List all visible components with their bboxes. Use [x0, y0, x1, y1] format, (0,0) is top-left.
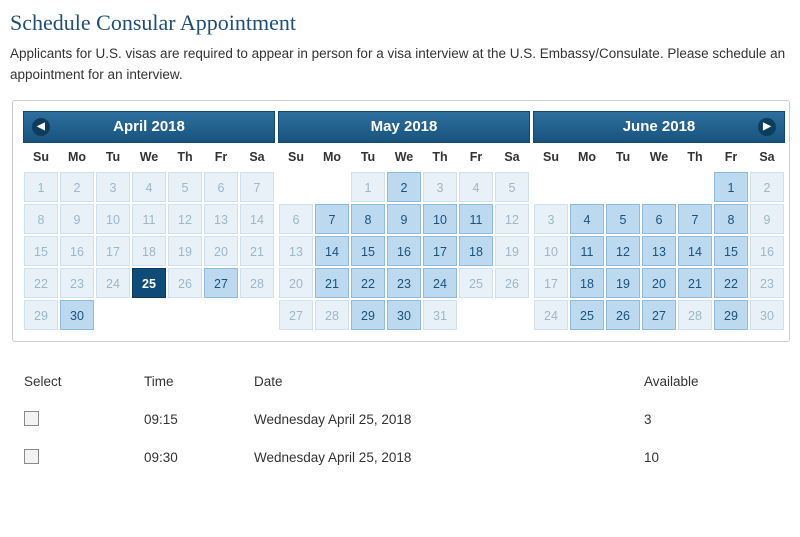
- calendar-day: 10: [96, 204, 130, 234]
- column-header-time: Time: [144, 373, 174, 389]
- weekday-label: Su: [288, 149, 304, 164]
- slot-checkbox[interactable]: [24, 449, 39, 464]
- calendar-day[interactable]: 13: [642, 236, 676, 266]
- calendar-month: [278, 111, 530, 331]
- calendar-day: 31: [423, 300, 457, 330]
- slot-select-cell: [24, 401, 144, 439]
- calendar-day[interactable]: 19: [606, 268, 640, 298]
- weekday-header-row: [23, 143, 275, 171]
- calendar-day: [315, 172, 349, 202]
- calendar-day: 25: [459, 268, 493, 298]
- calendar-day: 22: [24, 268, 58, 298]
- calendar-day[interactable]: 8: [714, 204, 748, 234]
- calendar-day: [204, 300, 238, 330]
- calendar-day[interactable]: 21: [678, 268, 712, 298]
- calendar-week-row: [23, 267, 275, 299]
- weekday-label: Fr: [214, 149, 228, 164]
- page-intro-text: Applicants for U.S. visas are required to appear in person for a visa interview at the U.S. Embassy/Consulate. Please schedule an appointment for an interview.: [10, 46, 786, 82]
- weekday-label: Mo: [577, 149, 597, 164]
- column-header-available: Available: [644, 373, 699, 389]
- calendar-day: 17: [534, 268, 568, 298]
- weekday-label: Tu: [615, 149, 631, 164]
- calendar-week-row: [533, 171, 785, 203]
- calendar-month: [23, 111, 275, 331]
- calendar-day[interactable]: 21: [315, 268, 349, 298]
- weekday-label: Fr: [469, 149, 483, 164]
- slot-checkbox[interactable]: [24, 411, 39, 426]
- calendar-day: 13: [204, 204, 238, 234]
- calendar-week-row: [23, 203, 275, 235]
- weekday-label: Sa: [504, 149, 520, 164]
- weekday-label: We: [649, 149, 669, 164]
- calendar-day[interactable]: 6: [642, 204, 676, 234]
- calendar-day: [534, 172, 568, 202]
- calendar-day[interactable]: 20: [642, 268, 676, 298]
- calendar-day: 4: [459, 172, 493, 202]
- calendar-day: 5: [495, 172, 529, 202]
- calendar-day[interactable]: 7: [315, 204, 349, 234]
- calendar-day: 28: [315, 300, 349, 330]
- slot-select-cell: [24, 439, 144, 477]
- calendar-day: 29: [24, 300, 58, 330]
- calendar-day: 23: [60, 268, 94, 298]
- calendar-day[interactable]: 30: [60, 300, 94, 330]
- weekday-label: We: [139, 149, 159, 164]
- calendar-day: 3: [534, 204, 568, 234]
- calendar-day[interactable]: 15: [714, 236, 748, 266]
- calendar-day: 28: [678, 300, 712, 330]
- weekday-label: Sa: [759, 149, 775, 164]
- calendar-day[interactable]: 10: [423, 204, 457, 234]
- calendar-day: 17: [96, 236, 130, 266]
- month-header: [533, 111, 785, 143]
- calendar-week-row: [278, 299, 530, 331]
- calendar-day: 6: [204, 172, 238, 202]
- calendar-day: [168, 300, 202, 330]
- calendar-week-row: [278, 267, 530, 299]
- weekday-label: Sa: [249, 149, 265, 164]
- calendar-month: [533, 111, 785, 331]
- calendar-day: 28: [240, 268, 274, 298]
- calendar-week-row: [533, 203, 785, 235]
- calendar-day-selected[interactable]: 25: [132, 268, 166, 298]
- calendar-week-row: [23, 171, 275, 203]
- calendar-day: 10: [534, 236, 568, 266]
- calendar-day: 6: [279, 204, 313, 234]
- calendar-day: 1: [351, 172, 385, 202]
- table-header-row: [24, 370, 784, 401]
- calendar-day: 20: [204, 236, 238, 266]
- calendar-day[interactable]: 29: [714, 300, 748, 330]
- weekday-label: Mo: [67, 149, 87, 164]
- calendar-day[interactable]: 15: [351, 236, 385, 266]
- calendar-day: 24: [534, 300, 568, 330]
- calendar-day[interactable]: 18: [459, 236, 493, 266]
- weekday-label: Th: [432, 149, 448, 164]
- calendar-day[interactable]: 1: [714, 172, 748, 202]
- column-header-select: Select: [24, 373, 62, 389]
- slot-date: Wednesday April 25, 2018: [254, 450, 412, 466]
- calendar-day: 11: [132, 204, 166, 234]
- slot-time: 09:15: [144, 412, 178, 428]
- calendar-day: 16: [750, 236, 784, 266]
- month-title: June 2018: [622, 117, 696, 135]
- calendar-day: 26: [168, 268, 202, 298]
- calendar-day: 12: [168, 204, 202, 234]
- slots-table-body: [24, 401, 784, 477]
- calendar-day: 3: [96, 172, 130, 202]
- calendar-week-row: [278, 171, 530, 203]
- calendar-day: [495, 300, 529, 330]
- calendar-week-row: [533, 299, 785, 331]
- calendar-day: 12: [495, 204, 529, 234]
- calendar-day: [132, 300, 166, 330]
- calendar-day: 13: [279, 236, 313, 266]
- calendar-day[interactable]: 16: [387, 236, 421, 266]
- calendar-day[interactable]: 9: [387, 204, 421, 234]
- calendar-day: 20: [279, 268, 313, 298]
- calendar-day: [240, 300, 274, 330]
- calendar-day[interactable]: 14: [315, 236, 349, 266]
- calendar-day[interactable]: 7: [678, 204, 712, 234]
- calendar-day: 8: [24, 204, 58, 234]
- calendar-day: [570, 172, 604, 202]
- calendar-day[interactable]: 25: [570, 300, 604, 330]
- calendar-day: 19: [495, 236, 529, 266]
- calendar-day: 21: [240, 236, 274, 266]
- calendar-day[interactable]: 8: [351, 204, 385, 234]
- calendar-day[interactable]: 14: [678, 236, 712, 266]
- appointment-slots-table: [24, 370, 784, 477]
- calendar-day[interactable]: 27: [204, 268, 238, 298]
- month-title: April 2018: [113, 117, 185, 135]
- weekday-label: We: [394, 149, 414, 164]
- calendar-day[interactable]: 2: [387, 172, 421, 202]
- calendar-day: 16: [60, 236, 94, 266]
- calendar-day: 30: [750, 300, 784, 330]
- weekday-label: Fr: [724, 149, 738, 164]
- calendar-day: [678, 172, 712, 202]
- weekday-label: Mo: [322, 149, 342, 164]
- table-row: [24, 401, 784, 439]
- month-title: May 2018: [370, 117, 438, 135]
- calendar-week-row: [23, 299, 275, 331]
- calendar-day[interactable]: 22: [351, 268, 385, 298]
- calendar-day: [459, 300, 493, 330]
- calendar-day[interactable]: 11: [570, 236, 604, 266]
- calendar-day[interactable]: 23: [387, 268, 421, 298]
- calendar-day[interactable]: 18: [570, 268, 604, 298]
- calendar-day: 9: [60, 204, 94, 234]
- calendar-day[interactable]: 30: [387, 300, 421, 330]
- calendar-week-row: [533, 267, 785, 299]
- calendar-day: 5: [168, 172, 202, 202]
- calendar-day[interactable]: 26: [606, 300, 640, 330]
- calendar-day[interactable]: 24: [423, 268, 457, 298]
- calendar-day: 3: [423, 172, 457, 202]
- calendar-day: [96, 300, 130, 330]
- calendar-day: 24: [96, 268, 130, 298]
- calendar-day: 19: [168, 236, 202, 266]
- page-title: Schedule Consular Appointment: [10, 10, 296, 35]
- calendar-months-row: [23, 111, 779, 331]
- calendar-week-row: [278, 203, 530, 235]
- calendar-day: 7: [240, 172, 274, 202]
- calendar-day: [606, 172, 640, 202]
- calendar-day[interactable]: 27: [642, 300, 676, 330]
- calendar-day: 2: [750, 172, 784, 202]
- calendar-week-row: [533, 235, 785, 267]
- weekday-label: Tu: [360, 149, 376, 164]
- calendar-day: 23: [750, 268, 784, 298]
- calendar-day: 9: [750, 204, 784, 234]
- calendar-day[interactable]: 29: [351, 300, 385, 330]
- calendar-day[interactable]: 17: [423, 236, 457, 266]
- calendar-day[interactable]: 12: [606, 236, 640, 266]
- month-header: [23, 111, 275, 143]
- month-header: [278, 111, 530, 143]
- calendar-day: 15: [24, 236, 58, 266]
- slot-available-count: 10: [644, 450, 660, 466]
- calendar-day: [642, 172, 676, 202]
- calendar-panel: [12, 100, 790, 342]
- table-row: [24, 439, 784, 477]
- calendar-day: 2: [60, 172, 94, 202]
- calendar-day: 14: [240, 204, 274, 234]
- calendar-day: [279, 172, 313, 202]
- calendar-day: 27: [279, 300, 313, 330]
- weekday-header-row: [533, 143, 785, 171]
- calendar-week-row: [23, 235, 275, 267]
- calendar-day[interactable]: 5: [606, 204, 640, 234]
- weekday-header-row: [278, 143, 530, 171]
- prev-month-icon[interactable]: ◀: [32, 118, 50, 136]
- weekday-label: Su: [543, 149, 559, 164]
- calendar-day[interactable]: 22: [714, 268, 748, 298]
- weekday-label: Th: [687, 149, 703, 164]
- next-month-icon[interactable]: ▶: [758, 118, 776, 136]
- slot-available-count: 3: [644, 412, 652, 428]
- calendar-day[interactable]: 11: [459, 204, 493, 234]
- calendar-day[interactable]: 4: [570, 204, 604, 234]
- calendar-day: 4: [132, 172, 166, 202]
- slot-time: 09:30: [144, 450, 178, 466]
- weekday-label: Tu: [105, 149, 121, 164]
- weekday-label: Su: [33, 149, 49, 164]
- calendar-day: 26: [495, 268, 529, 298]
- slot-date: Wednesday April 25, 2018: [254, 412, 412, 428]
- column-header-date: Date: [254, 373, 283, 389]
- calendar-week-row: [278, 235, 530, 267]
- weekday-label: Th: [177, 149, 193, 164]
- calendar-day: 1: [24, 172, 58, 202]
- calendar-day: 18: [132, 236, 166, 266]
